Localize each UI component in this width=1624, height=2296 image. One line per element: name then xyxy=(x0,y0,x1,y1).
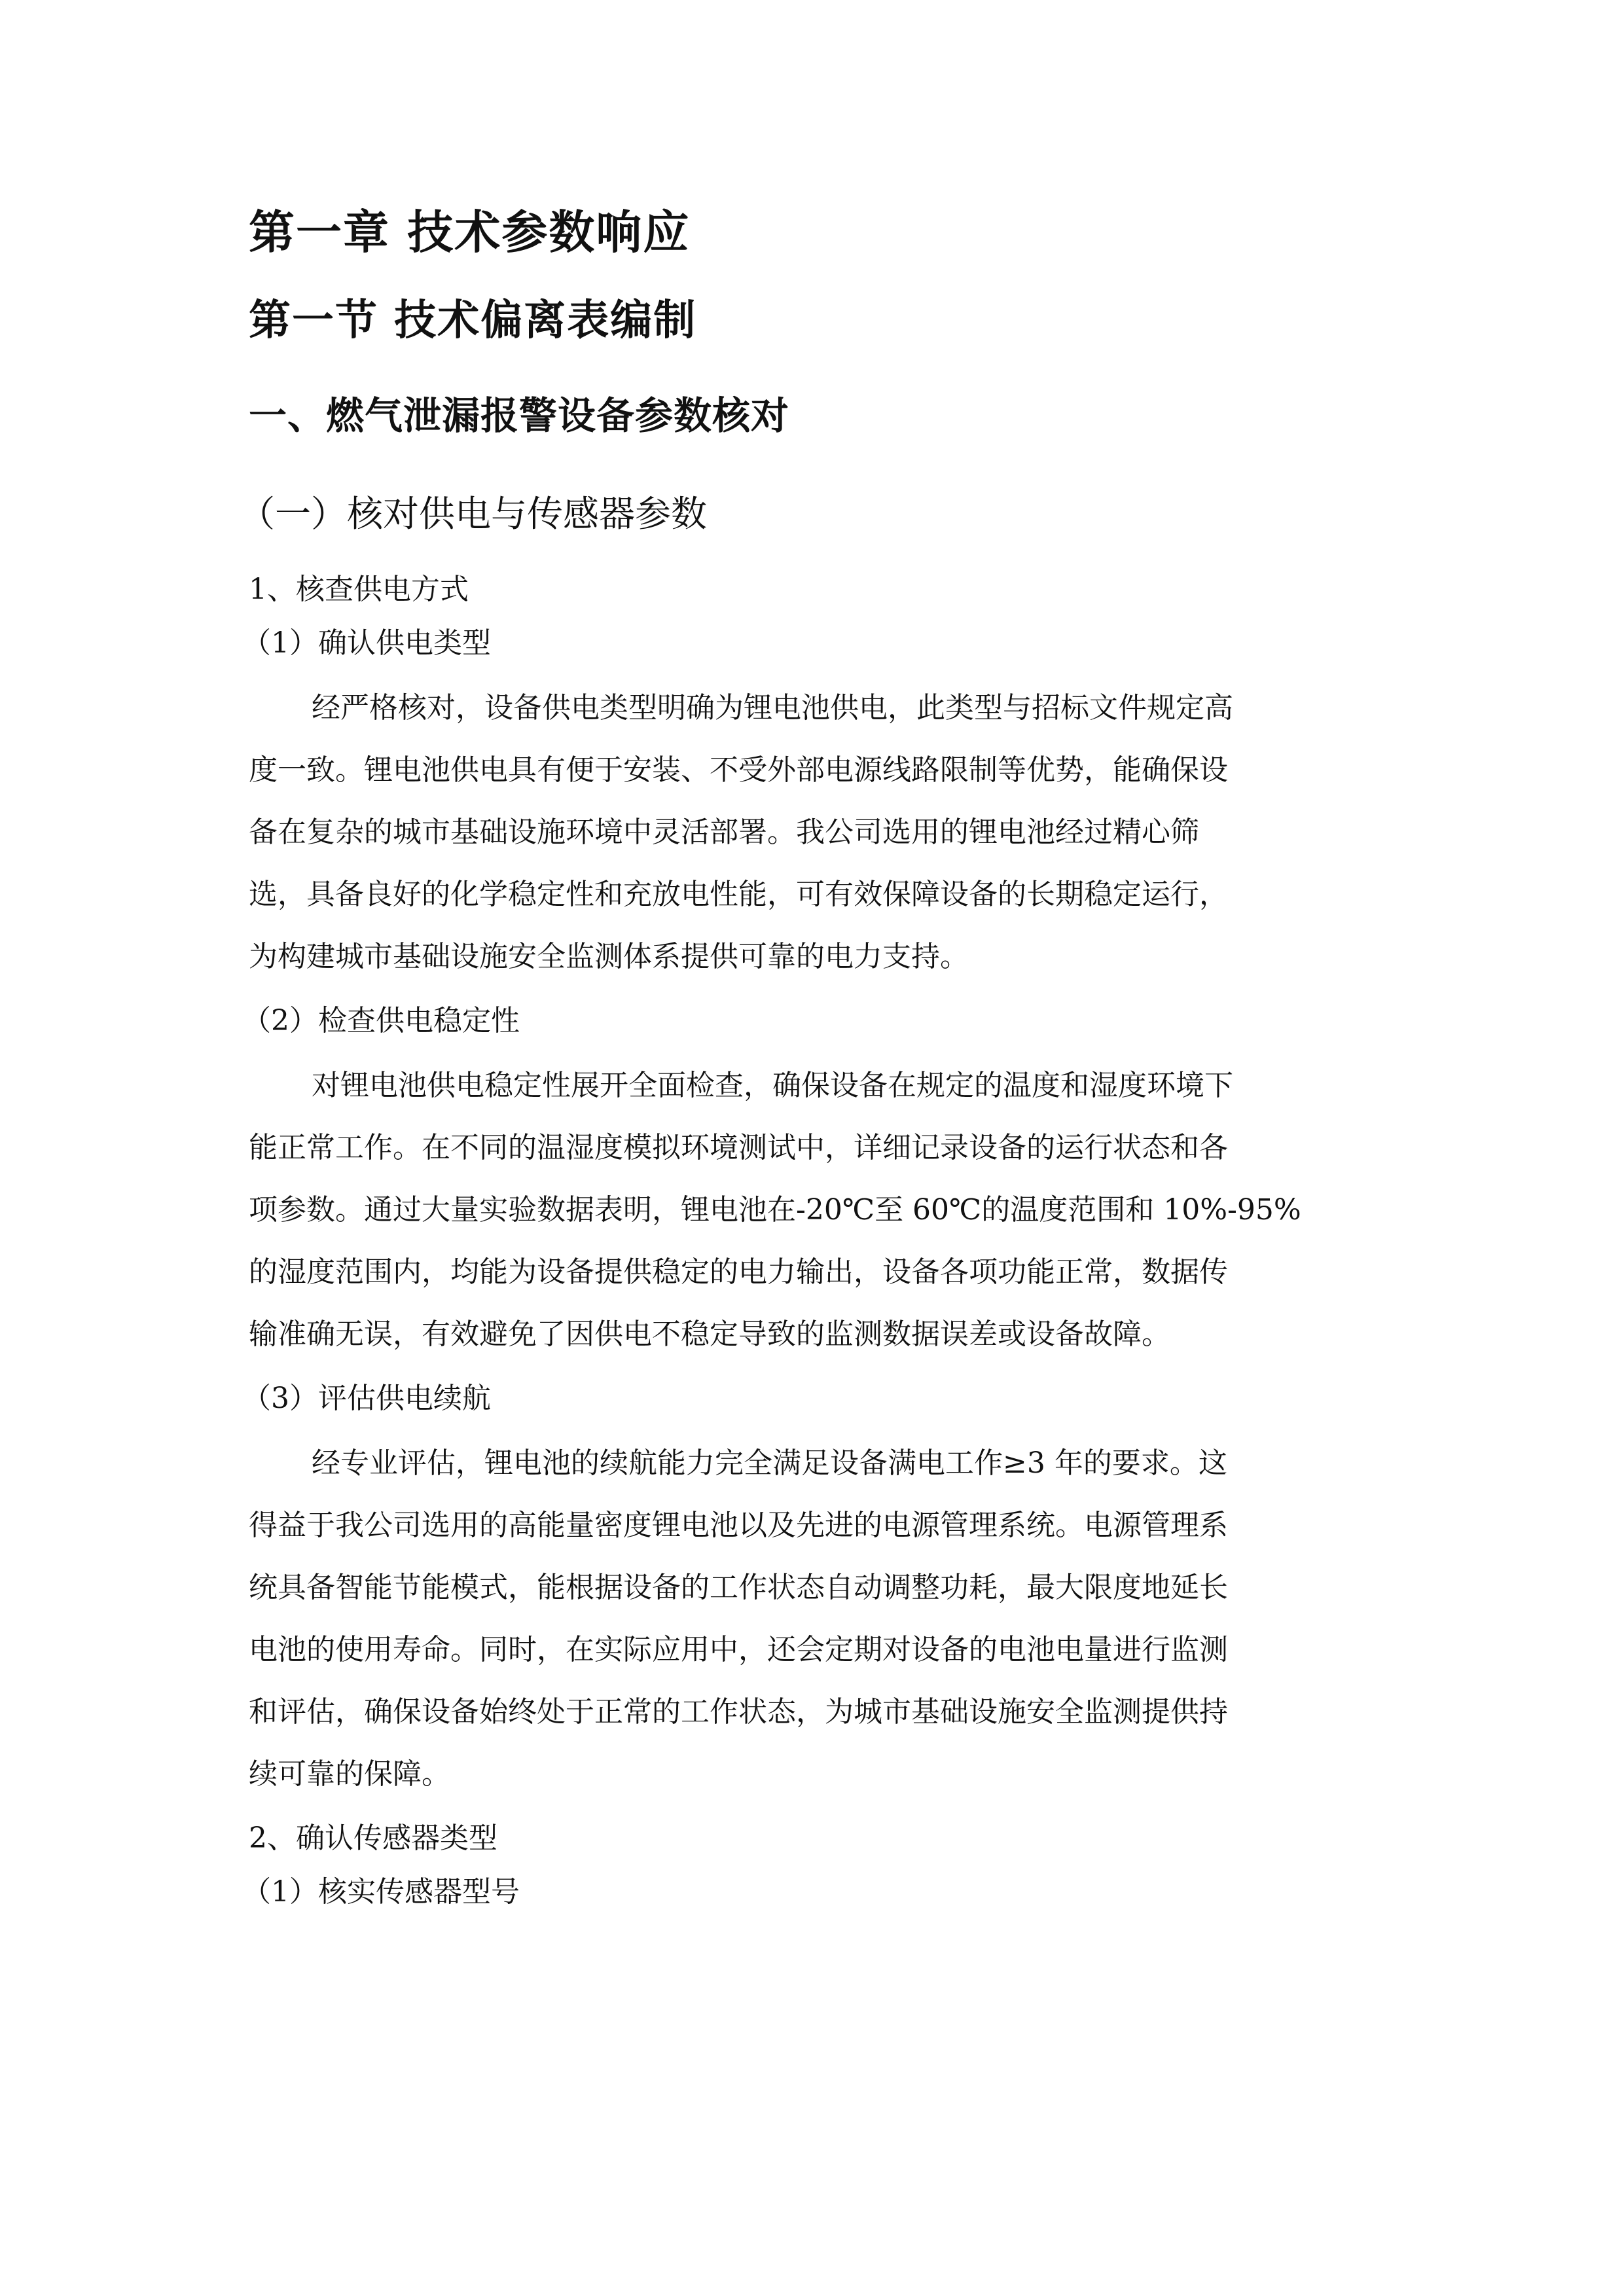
item1-2-title: （2）检查供电稳定性 xyxy=(242,1004,520,1037)
item1-1-title: （1）确认供电类型 xyxy=(242,626,491,660)
paragraph-line: 能正常工作。在不同的温湿度模拟环境测试中，详细记录设备的运行状态和各 xyxy=(249,1131,1228,1164)
item1-2-paragraph xyxy=(249,1054,1388,1365)
item1-1-paragraph xyxy=(249,677,1388,988)
item2-1-title: （1）核实传感器型号 xyxy=(242,1875,520,1909)
chapter-title: 第一章 技术参数响应 xyxy=(249,206,691,259)
paragraph-line: 和评估，确保设备始终处于正常的工作状态，为城市基础设施安全监测提供持 xyxy=(249,1695,1228,1729)
item1-title: 1、核查供电方式 xyxy=(249,573,469,606)
paragraph-line: 输准确无误，有效避免了因供电不稳定导致的监测数据误差或设备故障。 xyxy=(249,1318,1170,1351)
section-title: 第一节 技术偏离表编制 xyxy=(249,296,697,345)
paragraph-line: 备在复杂的城市基础设施环境中灵活部署。我公司选用的锂电池经过精心筛 xyxy=(249,816,1199,849)
paragraph-line: 统具备智能节能模式，能根据设备的工作状态自动调整功耗，最大限度地延长 xyxy=(249,1571,1228,1604)
paragraph-line: 的湿度范围内，均能为设备提供稳定的电力输出，设备各项功能正常，数据传 xyxy=(249,1255,1228,1289)
document-page xyxy=(239,196,1388,1926)
paragraph-line: 经专业评估，锂电池的续航能力完全满足设备满电工作≥3 年的要求。这 xyxy=(312,1446,1227,1480)
paragraph-line: 选，具备良好的化学稳定性和充放电性能，可有效保障设备的长期稳定运行， xyxy=(249,878,1228,911)
paragraph-line: 电池的使用寿命。同时，在实际应用中，还会定期对设备的电池电量进行监测 xyxy=(249,1633,1228,1666)
paragraph-line: 度一致。锂电池供电具有便于安装、不受外部电源线路限制等优势，能确保设 xyxy=(249,753,1228,787)
item1-3-paragraph xyxy=(249,1432,1388,1805)
part-title: （一）核对供电与传感器参数 xyxy=(239,493,708,535)
item1-3-title: （3）评估供电续航 xyxy=(242,1382,491,1415)
paragraph-line: 为构建城市基础设施安全监测体系提供可靠的电力支持。 xyxy=(249,940,969,973)
paragraph-line: 续可靠的保障。 xyxy=(249,1757,450,1791)
paragraph-line: 经严格核对，设备供电类型明确为锂电池供电，此类型与招标文件规定高 xyxy=(312,691,1233,725)
subsection-title: 一、燃气泄漏报警设备参数核对 xyxy=(249,393,790,438)
paragraph-line: 对锂电池供电稳定性展开全面检查，确保设备在规定的温度和湿度环境下 xyxy=(312,1069,1233,1102)
paragraph-line: 得益于我公司选用的高能量密度锂电池以及先进的电源管理系统。电源管理系 xyxy=(249,1509,1228,1542)
item2-title: 2、确认传感器类型 xyxy=(249,1821,497,1855)
paragraph-line: 项参数。通过大量实验数据表明，锂电池在-20℃至 60℃的温度范围和 10%-95% xyxy=(249,1193,1301,1227)
